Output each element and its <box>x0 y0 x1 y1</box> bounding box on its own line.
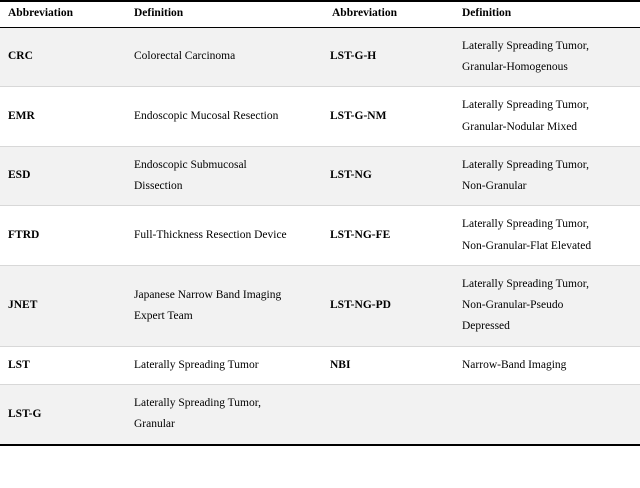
cell-abbreviation: EMR <box>0 87 126 147</box>
cell-definition <box>126 265 324 346</box>
cell-abbreviation: JNET <box>0 265 126 346</box>
definition-line: Laterally Spreading Tumor, <box>462 277 589 290</box>
column-header-definition-left: Definition <box>126 1 324 27</box>
cell-definition <box>454 27 640 87</box>
table-header <box>0 1 640 27</box>
cell-abbreviation: NBI <box>324 346 454 384</box>
cell-abbreviation: LST-G-H <box>324 27 454 87</box>
table-row <box>0 87 640 147</box>
table-row <box>0 265 640 346</box>
definition-line: Colorectal Carcinoma <box>134 50 236 63</box>
cell-definition <box>454 346 640 384</box>
cell-abbreviation: FTRD <box>0 206 126 266</box>
cell-definition <box>126 206 324 266</box>
definition-line: Non-Granular-Pseudo <box>462 299 564 312</box>
column-header-definition-right: Definition <box>454 1 640 27</box>
definition-line: Granular-Nodular Mixed <box>462 120 578 133</box>
cell-abbreviation: LST-G-NM <box>324 87 454 147</box>
cell-abbreviation: LST-NG-PD <box>324 265 454 346</box>
table-row <box>0 346 640 384</box>
cell-abbreviation: ESD <box>0 146 126 206</box>
table-row <box>0 206 640 266</box>
table-row <box>0 27 640 87</box>
definition-line: Laterally Spreading Tumor, <box>134 396 261 409</box>
cell-definition <box>126 384 324 444</box>
cell-abbreviation: CRC <box>0 27 126 87</box>
definition-line: Laterally Spreading Tumor, <box>462 99 589 112</box>
definition-line: Laterally Spreading Tumor, <box>462 39 589 52</box>
cell-abbreviation: LST-NG <box>324 146 454 206</box>
cell-definition <box>126 146 324 206</box>
definition-line: Narrow-Band Imaging <box>462 358 567 371</box>
cell-definition <box>454 146 640 206</box>
cell-abbreviation: LST-NG-FE <box>324 206 454 266</box>
definition-line: Full-Thickness Resection Device <box>134 229 287 242</box>
cell-definition <box>126 27 324 87</box>
definition-line: Japanese Narrow Band Imaging <box>134 288 282 301</box>
cell-abbreviation: LST <box>0 346 126 384</box>
cell-abbreviation: LST-G <box>0 384 126 444</box>
column-header-abbreviation-right: Abbreviation <box>324 1 454 27</box>
definition-line: Granular-Homogenous <box>462 61 568 74</box>
definition-line: Depressed <box>462 320 510 333</box>
table-row <box>0 146 640 206</box>
definition-line: Non-Granular-Flat Elevated <box>462 239 592 252</box>
cell-definition <box>454 265 640 346</box>
cell-definition <box>454 206 640 266</box>
table-header-row <box>0 1 640 27</box>
column-header-abbreviation-left: Abbreviation <box>0 1 126 27</box>
definition-line: Dissection <box>134 180 183 193</box>
definition-line: Laterally Spreading Tumor, <box>462 158 589 171</box>
cell-definition-empty <box>454 384 640 444</box>
definition-line: Granular <box>134 418 175 431</box>
definition-line: Endoscopic Mucosal Resection <box>134 109 279 122</box>
cell-abbreviation-empty <box>324 384 454 444</box>
definition-line: Laterally Spreading Tumor, <box>462 218 589 231</box>
table-row <box>0 384 640 444</box>
definition-line: Laterally Spreading Tumor <box>134 358 259 371</box>
table-body <box>0 27 640 444</box>
definition-line: Endoscopic Submucosal <box>134 158 247 171</box>
cell-definition <box>126 346 324 384</box>
cell-definition <box>454 87 640 147</box>
definition-line: Expert Team <box>134 309 193 322</box>
cell-definition <box>126 87 324 147</box>
definition-line: Non-Granular <box>462 180 527 193</box>
